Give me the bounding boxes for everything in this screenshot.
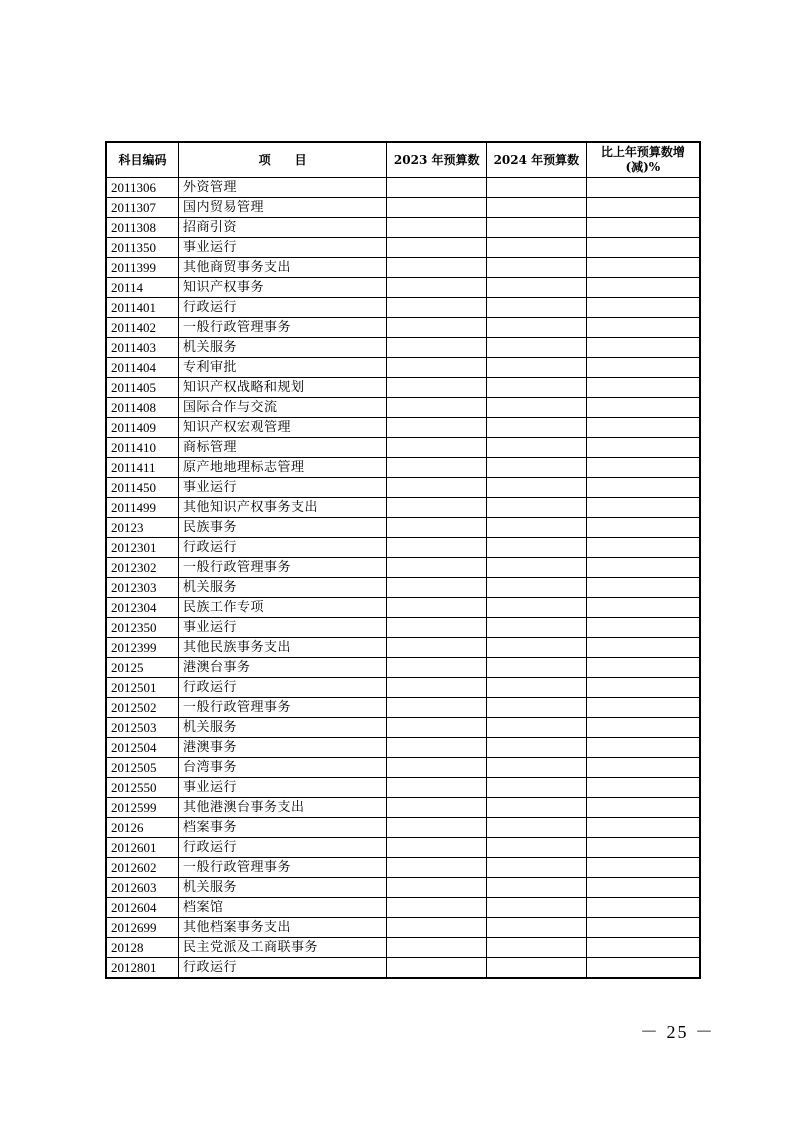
cell-code: 2012304 (106, 598, 178, 618)
header-2023-budget: 2023 年预算数 (387, 142, 487, 178)
cell-change-percent (586, 438, 700, 458)
cell-2024-budget (487, 638, 587, 658)
cell-name: 事业运行 (178, 478, 386, 498)
cell-change-percent (586, 858, 700, 878)
table-row (106, 798, 700, 818)
cell-2024-budget (487, 458, 587, 478)
cell-2023-budget (387, 838, 487, 858)
cell-name: 档案馆 (178, 898, 386, 918)
cell-name: 民族事务 (178, 518, 386, 538)
cell-name: 知识产权事务 (178, 278, 386, 298)
cell-name: 机关服务 (178, 578, 386, 598)
cell-2023-budget (387, 958, 487, 979)
cell-name: 国内贸易管理 (178, 198, 386, 218)
cell-code: 2012301 (106, 538, 178, 558)
cell-change-percent (586, 378, 700, 398)
cell-2023-budget (387, 178, 487, 198)
cell-change-percent (586, 878, 700, 898)
cell-change-percent (586, 658, 700, 678)
cell-2024-budget (487, 698, 587, 718)
cell-2023-budget (387, 558, 487, 578)
table-row (106, 958, 700, 979)
cell-name: 一般行政管理事务 (178, 698, 386, 718)
header-name: 项 目 (178, 142, 386, 178)
cell-name: 行政运行 (178, 838, 386, 858)
cell-2024-budget (487, 798, 587, 818)
page-number: － 25 － (640, 1022, 715, 1042)
cell-name: 行政运行 (178, 538, 386, 558)
cell-code: 2011306 (106, 178, 178, 198)
cell-2024-budget (487, 898, 587, 918)
cell-change-percent (586, 498, 700, 518)
table-row (106, 338, 700, 358)
cell-2024-budget (487, 878, 587, 898)
header-change-percent: 比上年预算数增(减)% (586, 142, 700, 178)
cell-name: 商标管理 (178, 438, 386, 458)
table-row (106, 198, 700, 218)
cell-name: 机关服务 (178, 718, 386, 738)
cell-2024-budget (487, 958, 587, 979)
cell-2024-budget (487, 738, 587, 758)
cell-2023-budget (387, 618, 487, 638)
cell-2024-budget (487, 498, 587, 518)
cell-name: 机关服务 (178, 878, 386, 898)
cell-name: 台湾事务 (178, 758, 386, 778)
cell-2024-budget (487, 198, 587, 218)
table-row (106, 758, 700, 778)
cell-change-percent (586, 738, 700, 758)
table-row (106, 638, 700, 658)
table-row (106, 518, 700, 538)
cell-name: 专利审批 (178, 358, 386, 378)
table-row (106, 438, 700, 458)
cell-code: 2012601 (106, 838, 178, 858)
cell-name: 一般行政管理事务 (178, 318, 386, 338)
cell-2023-budget (387, 698, 487, 718)
cell-code: 2011402 (106, 318, 178, 338)
cell-change-percent (586, 818, 700, 838)
cell-change-percent (586, 938, 700, 958)
cell-name: 行政运行 (178, 678, 386, 698)
cell-change-percent (586, 278, 700, 298)
cell-code: 2012399 (106, 638, 178, 658)
table-row (106, 398, 700, 418)
cell-code: 2012801 (106, 958, 178, 979)
cell-code: 2012504 (106, 738, 178, 758)
table-row (106, 718, 700, 738)
cell-code: 2011410 (106, 438, 178, 458)
cell-change-percent (586, 238, 700, 258)
cell-2023-budget (387, 738, 487, 758)
table-row (106, 658, 700, 678)
cell-2023-budget (387, 878, 487, 898)
cell-code: 2011499 (106, 498, 178, 518)
cell-2024-budget (487, 278, 587, 298)
cell-2024-budget (487, 618, 587, 638)
cell-name: 民主党派及工商联事务 (178, 938, 386, 958)
cell-2024-budget (487, 938, 587, 958)
table-row (106, 918, 700, 938)
cell-change-percent (586, 178, 700, 198)
cell-name: 招商引资 (178, 218, 386, 238)
table-row (106, 478, 700, 498)
cell-2024-budget (487, 778, 587, 798)
cell-code: 20128 (106, 938, 178, 958)
table-row (106, 838, 700, 858)
cell-2024-budget (487, 378, 587, 398)
cell-change-percent (586, 718, 700, 738)
cell-code: 2012550 (106, 778, 178, 798)
cell-name: 其他商贸事务支出 (178, 258, 386, 278)
table-row (106, 238, 700, 258)
cell-2024-budget (487, 858, 587, 878)
table-row (106, 278, 700, 298)
table-row (106, 738, 700, 758)
cell-2024-budget (487, 578, 587, 598)
cell-change-percent (586, 558, 700, 578)
cell-change-percent (586, 358, 700, 378)
cell-name: 行政运行 (178, 958, 386, 979)
cell-2024-budget (487, 758, 587, 778)
cell-2023-budget (387, 238, 487, 258)
cell-code: 2011403 (106, 338, 178, 358)
cell-code: 2011411 (106, 458, 178, 478)
cell-name: 事业运行 (178, 618, 386, 638)
cell-2024-budget (487, 318, 587, 338)
cell-code: 2012303 (106, 578, 178, 598)
cell-name: 机关服务 (178, 338, 386, 358)
cell-2023-budget (387, 918, 487, 938)
cell-code: 2012302 (106, 558, 178, 578)
cell-change-percent (586, 298, 700, 318)
cell-2023-budget (387, 778, 487, 798)
table-row (106, 778, 700, 798)
cell-change-percent (586, 218, 700, 238)
cell-change-percent (586, 418, 700, 438)
cell-name: 事业运行 (178, 778, 386, 798)
cell-2023-budget (387, 638, 487, 658)
cell-name: 知识产权宏观管理 (178, 418, 386, 438)
cell-change-percent (586, 578, 700, 598)
cell-2023-budget (387, 358, 487, 378)
cell-name: 外资管理 (178, 178, 386, 198)
table-row (106, 418, 700, 438)
table-row (106, 698, 700, 718)
table-row (106, 558, 700, 578)
cell-2023-budget (387, 458, 487, 478)
cell-code: 2012604 (106, 898, 178, 918)
cell-2024-budget (487, 658, 587, 678)
cell-2023-budget (387, 418, 487, 438)
table-row (106, 858, 700, 878)
cell-2023-budget (387, 718, 487, 738)
cell-2023-budget (387, 278, 487, 298)
table-row (106, 258, 700, 278)
cell-code: 2011404 (106, 358, 178, 378)
cell-code: 2011450 (106, 478, 178, 498)
cell-2024-budget (487, 538, 587, 558)
cell-name: 其他港澳台事务支出 (178, 798, 386, 818)
cell-2024-budget (487, 338, 587, 358)
cell-2023-budget (387, 258, 487, 278)
cell-2024-budget (487, 418, 587, 438)
cell-change-percent (586, 458, 700, 478)
cell-2024-budget (487, 398, 587, 418)
header-2024-budget: 2024 年预算数 (487, 142, 587, 178)
header-code: 科目编码 (106, 142, 178, 178)
table-row (106, 218, 700, 238)
cell-code: 2012501 (106, 678, 178, 698)
cell-2023-budget (387, 398, 487, 418)
table-row (106, 498, 700, 518)
cell-code: 2012699 (106, 918, 178, 938)
cell-2024-budget (487, 238, 587, 258)
cell-name: 其他档案事务支出 (178, 918, 386, 938)
cell-code: 20125 (106, 658, 178, 678)
cell-change-percent (586, 958, 700, 979)
cell-name: 港澳事务 (178, 738, 386, 758)
cell-change-percent (586, 478, 700, 498)
cell-code: 2012599 (106, 798, 178, 818)
cell-2023-budget (387, 858, 487, 878)
table-row (106, 818, 700, 838)
cell-code: 2011350 (106, 238, 178, 258)
cell-change-percent (586, 618, 700, 638)
cell-code: 2012503 (106, 718, 178, 738)
cell-change-percent (586, 338, 700, 358)
cell-code: 20126 (106, 818, 178, 838)
cell-name: 一般行政管理事务 (178, 858, 386, 878)
cell-2024-budget (487, 718, 587, 738)
cell-name: 其他民族事务支出 (178, 638, 386, 658)
table-row (106, 458, 700, 478)
table-row (106, 378, 700, 398)
cell-change-percent (586, 538, 700, 558)
cell-2024-budget (487, 598, 587, 618)
table-row (106, 578, 700, 598)
cell-2024-budget (487, 178, 587, 198)
cell-code: 2012603 (106, 878, 178, 898)
cell-2023-budget (387, 898, 487, 918)
table-row (106, 318, 700, 338)
cell-2024-budget (487, 258, 587, 278)
cell-change-percent (586, 798, 700, 818)
table-row (106, 598, 700, 618)
cell-2024-budget (487, 838, 587, 858)
cell-change-percent (586, 638, 700, 658)
cell-2024-budget (487, 218, 587, 238)
table-body (106, 178, 700, 979)
budget-table (105, 141, 701, 979)
cell-2023-budget (387, 598, 487, 618)
cell-2023-budget (387, 758, 487, 778)
cell-name: 民族工作专项 (178, 598, 386, 618)
cell-code: 2011408 (106, 398, 178, 418)
cell-2023-budget (387, 498, 487, 518)
cell-change-percent (586, 398, 700, 418)
cell-2023-budget (387, 938, 487, 958)
cell-name: 知识产权战略和规划 (178, 378, 386, 398)
cell-2023-budget (387, 438, 487, 458)
cell-code: 2011307 (106, 198, 178, 218)
cell-2024-budget (487, 478, 587, 498)
cell-code: 2011401 (106, 298, 178, 318)
cell-2024-budget (487, 518, 587, 538)
cell-name: 港澳台事务 (178, 658, 386, 678)
cell-2024-budget (487, 558, 587, 578)
cell-code: 2012502 (106, 698, 178, 718)
cell-2023-budget (387, 538, 487, 558)
cell-change-percent (586, 778, 700, 798)
cell-change-percent (586, 898, 700, 918)
table-row (106, 898, 700, 918)
cell-2023-budget (387, 218, 487, 238)
table-row (106, 298, 700, 318)
cell-2023-budget (387, 818, 487, 838)
cell-name: 原产地地理标志管理 (178, 458, 386, 478)
table-row (106, 538, 700, 558)
cell-2023-budget (387, 678, 487, 698)
cell-2024-budget (487, 918, 587, 938)
cell-change-percent (586, 598, 700, 618)
cell-2023-budget (387, 478, 487, 498)
cell-code: 2011308 (106, 218, 178, 238)
cell-name: 其他知识产权事务支出 (178, 498, 386, 518)
cell-2023-budget (387, 318, 487, 338)
cell-2024-budget (487, 818, 587, 838)
table-row (106, 678, 700, 698)
cell-name: 一般行政管理事务 (178, 558, 386, 578)
cell-change-percent (586, 678, 700, 698)
cell-2023-budget (387, 378, 487, 398)
cell-code: 2012350 (106, 618, 178, 638)
cell-name: 国际合作与交流 (178, 398, 386, 418)
table-row (106, 178, 700, 198)
table-row (106, 878, 700, 898)
cell-2023-budget (387, 338, 487, 358)
cell-name: 档案事务 (178, 818, 386, 838)
cell-change-percent (586, 838, 700, 858)
cell-name: 事业运行 (178, 238, 386, 258)
cell-2024-budget (487, 678, 587, 698)
table-row (106, 358, 700, 378)
cell-name: 行政运行 (178, 298, 386, 318)
cell-code: 20123 (106, 518, 178, 538)
cell-change-percent (586, 518, 700, 538)
cell-code: 20114 (106, 278, 178, 298)
cell-2023-budget (387, 298, 487, 318)
cell-code: 2012505 (106, 758, 178, 778)
cell-code: 2011405 (106, 378, 178, 398)
cell-2024-budget (487, 358, 587, 378)
cell-change-percent (586, 258, 700, 278)
cell-2023-budget (387, 798, 487, 818)
cell-2023-budget (387, 198, 487, 218)
cell-2024-budget (487, 438, 587, 458)
cell-2023-budget (387, 578, 487, 598)
cell-change-percent (586, 758, 700, 778)
cell-code: 2012602 (106, 858, 178, 878)
cell-change-percent (586, 918, 700, 938)
cell-code: 2011409 (106, 418, 178, 438)
cell-2023-budget (387, 658, 487, 678)
table-row (106, 618, 700, 638)
cell-2023-budget (387, 518, 487, 538)
cell-2024-budget (487, 298, 587, 318)
cell-change-percent (586, 698, 700, 718)
cell-change-percent (586, 198, 700, 218)
cell-change-percent (586, 318, 700, 338)
cell-code: 2011399 (106, 258, 178, 278)
table-header-row (106, 142, 700, 178)
table-row (106, 938, 700, 958)
